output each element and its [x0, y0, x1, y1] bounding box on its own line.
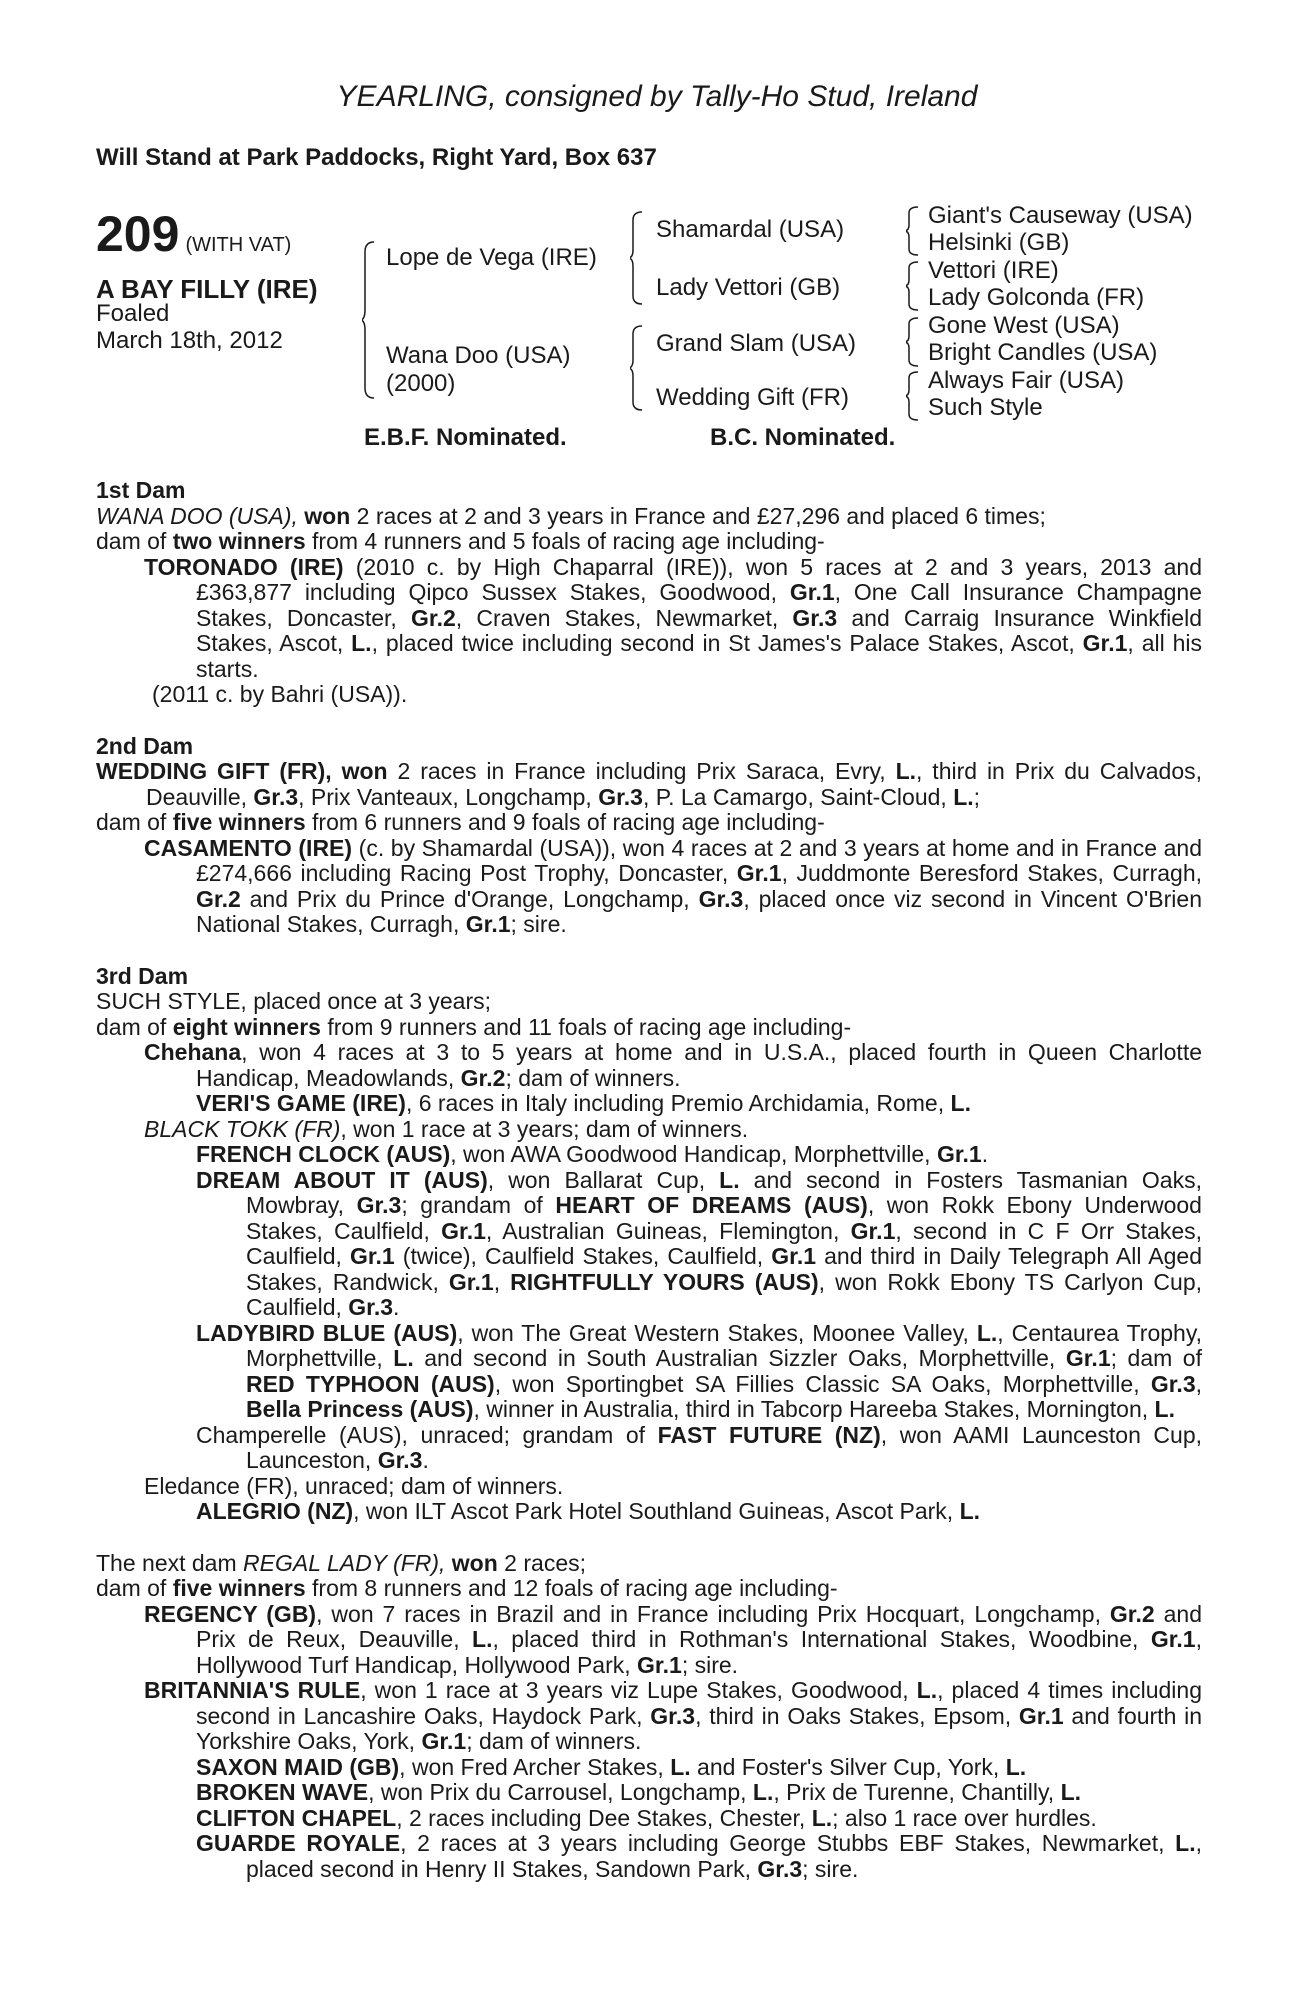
second-dam-produce-summary: dam of five winners from 6 runners and 9 foals of racing age including- — [96, 809, 825, 835]
produce-broken-wave: BROKEN WAVE, won Prix du Carrousel, Longchamp, L., Prix de Turenne, Chantilly, L. — [196, 1779, 1082, 1805]
consignment-title: YEARLING, consigned by Tally-Ho Stud, Ireland — [336, 80, 978, 113]
bc-nominated: B.C. Nominated. — [710, 424, 896, 451]
stand-location: Will Stand at Park Paddocks, Right Yard, Box 637 — [96, 144, 657, 171]
third-dam-heading: 3rd Dam — [96, 962, 189, 989]
produce-ladybird-blue: LADYBIRD BLUE (AUS), won The Great Western Stakes, Moonee Valley, L., Centaurea Trophy, Morphettville, L. and second in South Australian Sizzler Oaks, Morphettville, Gr.1; dam of RED TYPHOON (AUS), won Sportingbet SA Fillies Classic SA Oaks, Morphettville, Gr.3, Bella Princess (AUS), winner in Australia, third in Tabcorp Hareeba Stakes, Mornington, L. — [196, 1319, 1203, 1422]
produce-guarde-royale: GUARDE ROYALE, 2 races at 3 years including George Stubbs EBF Stakes, Newmarket, L., placed second in Henry II Stakes, Sandown Park, Gr.3; sire. — [196, 1830, 1202, 1882]
ebf-nominated: E.B.F. Nominated. — [364, 424, 567, 451]
second-dam-record: WEDDING GIFT (FR), won 2 races in France including Prix Saraca, Evry, L., third in Prix du Calvados, Deauville, Gr.3, Prix Vanteaux, Longchamp, Gr.3, P. La Camargo, Saint-Cloud, L.; — [96, 758, 1203, 810]
pedigree-bracket-g4 — [906, 370, 920, 422]
pedigree-bracket-g1 — [906, 205, 920, 257]
pedigree-g3: Vettori (IRE) — [928, 257, 1059, 284]
pedigree-dam-dam: Wedding Gift (FR) — [656, 384, 849, 411]
horse-name: A BAY FILLY (IRE) — [96, 274, 318, 304]
third-dam-record: SUCH STYLE, placed once at 3 years; — [96, 988, 492, 1014]
produce-clifton-chapel: CLIFTON CHAPEL, 2 races including Dee Stakes, Chester, L.; also 1 race over hurdles. — [196, 1804, 1097, 1831]
second-dam-heading: 2nd Dam — [96, 732, 194, 759]
pedigree-bracket-dam — [630, 324, 644, 414]
produce-black-tokk: BLACK TOKK (FR), won 1 race at 3 years; dam of winners. — [144, 1115, 749, 1142]
pedigree-g4: Lady Golconda (FR) — [928, 284, 1145, 311]
first-dam-produce-1: TORONADO (IRE) (2010 c. by High Chaparral (IRE)), won 5 races at 2 and 3 years, 2013 and £363,877 including Qipco Sussex Stakes, Goodwood, Gr.1, One Call Insurance Champagne Stakes, Doncaster, Gr.2, Craven Stakes, Newmarket, Gr.3 and Carraig Insurance Winkfield Stakes, Ascot, L., placed twice including second in St James's Palace Stakes, Ascot, Gr.1, all his starts. — [144, 553, 1203, 682]
second-dam-produce-1: CASAMENTO (IRE) (c. by Shamardal (USA)), won 4 races at 2 and 3 years at home and in France and £274,666 including Racing Post Trophy, Doncaster, Gr.1, Juddmonte Beresford Stakes, Curragh, Gr.2 and Prix du Prince d'Orange, Longchamp, Gr.3, placed once viz second in Vincent O'Brien National Stakes, Curragh, Gr.1; sire. — [144, 834, 1202, 937]
pedigree-bracket-main — [362, 240, 376, 400]
third-dam-produce-summary: dam of eight winners from 9 runners and 11 foals of racing age including- — [96, 1013, 852, 1040]
catalogue-body — [96, 478, 1202, 1882]
next-dam-produce-summary: dam of five winners from 8 runners and 12 foals of racing age including- — [96, 1575, 838, 1601]
foaled-info — [96, 300, 326, 354]
pedigree-g1: Giant's Causeway (USA) — [928, 202, 1193, 229]
produce-alegrio: ALEGRIO (NZ), won ILT Ascot Park Hotel Southland Guineas, Ascot Park, L. — [196, 1498, 981, 1524]
pedigree-dam-sire: Grand Slam (USA) — [656, 330, 857, 357]
pedigree-sire-dam: Lady Vettori (GB) — [656, 274, 841, 301]
pedigree-bracket-g3 — [906, 316, 920, 368]
foaled-label: Foaled — [96, 300, 170, 327]
first-dam-produce-summary: dam of two winners from 4 runners and 5 foals of racing age including- — [96, 528, 825, 554]
first-dam-record: WANA DOO (USA), won 2 races at 2 and 3 years in France and £27,296 and placed 6 times; — [96, 502, 1046, 529]
pedigree-bracket-sire — [630, 210, 644, 310]
produce-eledance: Eledance (FR), unraced; dam of winners. — [144, 1472, 564, 1499]
lot-number — [96, 205, 291, 263]
first-dam-heading: 1st Dam — [96, 477, 186, 503]
pedigree-sire: Lope de Vega (IRE) — [386, 244, 597, 271]
produce-regency: REGENCY (GB), won 7 races in Brazil and in France including Prix Hocquart, Longchamp, Gr.2 and Prix de Reux, Deauville, L., placed third in Rothman's International Stakes, Woodbine, Gr.1, Hollywood Turf Handicap, Hollywood Park, Gr.1; sire. — [144, 1600, 1202, 1678]
produce-dream-about-it: DREAM ABOUT IT (AUS), won Ballarat Cup, L. and second in Fosters Tasmanian Oaks, Mowbray, Gr.3; grandam of HEART OF DREAMS (AUS), won Rokk Ebony Underwood Stakes, Caulfield, Gr.1, Australian Guineas, Flemington, Gr.1, second in C F Orr Stakes, Caulfield, Gr.1 (twice), Caulfield Stakes, Caulfield, Gr.1 and third in Daily Telegraph All Aged Stakes, Randwick, Gr.1, RIGHTFULLY YOURS (AUS), won Rokk Ebony TS Carlyon Cup, Caulfield, Gr.3. — [196, 1166, 1203, 1320]
produce-chehana: Chehana, won 4 races at 3 to 5 years at home and in U.S.A., placed fourth in Queen Charlotte Handicap, Meadowlands, Gr.2; dam of winners. — [144, 1039, 1202, 1091]
produce-britannias-rule: BRITANNIA'S RULE, won 1 race at 3 years viz Lupe Stakes, Goodwood, L., placed 4 times including second in Lancashire Oaks, Haydock Park, Gr.3, third in Oaks Stakes, Epsom, Gr.1 and fourth in Yorkshire Oaks, York, Gr.1; dam of winners. — [144, 1677, 1203, 1754]
pedigree-g7: Always Fair (USA) — [928, 367, 1125, 394]
pedigree-g5: Gone West (USA) — [928, 312, 1120, 339]
first-dam-produce-2: (2011 c. by Bahri (USA)). — [152, 681, 408, 707]
vat-label: (WITH VAT) — [185, 234, 292, 256]
produce-saxon-maid: SAXON MAID (GB), won Fred Archer Stakes, L. and Foster's Silver Cup, York, L. — [196, 1753, 1027, 1780]
produce-french-clock: FRENCH CLOCK (AUS), won AWA Goodwood Handicap, Morphettville, Gr.1. — [196, 1141, 989, 1167]
pedigree-dam-year: (2000) — [386, 370, 456, 397]
pedigree-bracket-g2 — [906, 260, 920, 312]
pedigree-g2: Helsinki (GB) — [928, 229, 1070, 256]
produce-champerelle: Champerelle (AUS), unraced; grandam of FAST FUTURE (NZ), won AAMI Launceston Cup, Launceston, Gr.3. — [196, 1421, 1203, 1473]
pedigree-dam: Wana Doo (USA) — [386, 342, 571, 369]
foaled-date: March 18th, 2012 — [96, 327, 283, 354]
lot-number-value: 209 — [96, 206, 180, 262]
produce-veris-game: VERI'S GAME (IRE), 6 races in Italy including Premio Archidamia, Rome, L. — [196, 1090, 971, 1116]
next-dam-record: The next dam REGAL LADY (FR), won 2 races; — [96, 1549, 587, 1576]
pedigree-sire-sire: Shamardal (USA) — [656, 216, 845, 243]
pedigree-g8: Such Style — [928, 394, 1043, 421]
pedigree-g6: Bright Candles (USA) — [928, 339, 1158, 366]
